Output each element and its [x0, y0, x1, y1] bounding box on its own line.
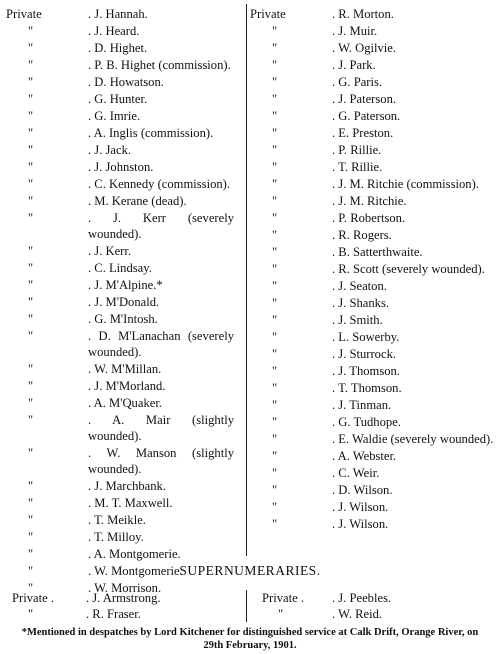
soldier-name: . T. Thomson. — [332, 381, 402, 395]
soldier-name: . J. Heard. — [88, 24, 140, 38]
supernumeraries-divider — [246, 590, 247, 622]
roster-entry — [250, 346, 500, 362]
rank-label: " — [272, 262, 278, 276]
roster-entry — [0, 478, 240, 494]
rank-label: " — [28, 496, 34, 510]
soldier-name: . W. Ogilvie. — [332, 41, 397, 55]
roster-entry — [0, 495, 240, 511]
rank-label: Private . — [262, 591, 304, 605]
supernumeraries-right — [262, 590, 500, 622]
rank-label: " — [28, 211, 34, 225]
roster-entry — [250, 193, 500, 209]
roster-entry — [0, 277, 240, 293]
soldier-name: . J. Tinman. — [332, 398, 392, 412]
rank-label: " — [272, 500, 278, 514]
roster-entry — [0, 40, 240, 56]
roster-entry — [0, 529, 240, 545]
rank-label: " — [272, 211, 278, 225]
soldier-name: . R. Morton. — [332, 7, 394, 21]
rank-label: " — [272, 398, 278, 412]
soldier-name: . A. Inglis (commission). — [88, 126, 214, 140]
soldier-name: . J. M'Morland. — [88, 379, 166, 393]
rank-label: " — [272, 160, 278, 174]
rank-label: " — [272, 143, 278, 157]
rank-label: " — [28, 244, 34, 258]
soldier-name: . G. Tudhope. — [332, 415, 401, 429]
soldier-name: . B. Satterthwaite. — [332, 245, 423, 259]
supernumeraries-left — [0, 590, 240, 622]
roster-entry — [250, 363, 500, 379]
rank-label: " — [28, 24, 34, 38]
rank-label: " — [28, 41, 34, 55]
roster-entry — [250, 159, 500, 175]
rank-label: " — [272, 466, 278, 480]
soldier-name: . J. Kerr. — [88, 244, 132, 258]
column-divider — [246, 4, 247, 556]
rank-label: " — [28, 194, 34, 208]
soldier-name: . A. Webster. — [332, 449, 397, 463]
rank-label: " — [272, 75, 278, 89]
roster-entry — [0, 361, 240, 377]
soldier-name: . L. Sowerby. — [332, 330, 400, 344]
rank-label: " — [272, 364, 278, 378]
roster-entry — [0, 243, 240, 259]
roster-entry — [0, 590, 240, 606]
soldier-name: . M. Kerane (dead). — [88, 194, 187, 208]
rank-label: " — [28, 177, 34, 191]
roster-entry — [0, 395, 240, 411]
soldier-name: . J. Johnston. — [88, 160, 154, 174]
rank-label: " — [272, 517, 278, 531]
footnote: *Mentioned in despatches by Lord Kitchener for distinguished service at Calk Drift, Orange River, on 29th February, 1901. — [21, 627, 479, 651]
roster-entry — [0, 260, 240, 276]
soldier-name: . J. M. Ritchie (commission). — [332, 177, 479, 191]
roster-entry — [250, 57, 500, 73]
roster-entry — [250, 244, 500, 260]
soldier-name: . G. Imrie. — [88, 109, 141, 123]
roster-entry — [250, 380, 500, 396]
soldier-name: . G. Paterson. — [332, 109, 401, 123]
soldier-name: . J. Marchbank. — [88, 479, 166, 493]
roster-entry — [250, 210, 500, 226]
rank-label: " — [28, 312, 34, 326]
rank-label: " — [28, 278, 34, 292]
roster-entry — [0, 23, 240, 39]
roster-entry — [0, 378, 240, 394]
rank-label: " — [28, 581, 34, 595]
roster-entry — [0, 57, 240, 73]
roster-entry — [250, 431, 500, 447]
roster-entry — [250, 278, 500, 294]
rank-label: " — [28, 513, 34, 527]
soldier-name: . P. Robertson. — [332, 211, 406, 225]
section-heading: SUPERNUMERARIES. — [179, 563, 321, 578]
soldier-name: . J. M. Ritchie. — [332, 194, 407, 208]
roster-entry — [0, 210, 240, 242]
soldier-name: . J. Jack. — [88, 143, 132, 157]
soldier-name: . P. B. Highet (commission). — [88, 58, 231, 72]
roster-entry — [0, 6, 240, 22]
soldier-name: . R. Fraser. — [86, 607, 141, 621]
roster-entry — [0, 193, 240, 209]
roster-entry — [250, 465, 500, 481]
soldier-name: . J. Smith. — [332, 313, 383, 327]
soldier-name: . R. Scott (severely wounded). — [332, 262, 485, 276]
rank-label: " — [28, 126, 34, 140]
roster-entry — [250, 125, 500, 141]
soldier-name: . J. Park. — [332, 58, 376, 72]
roster-entry — [250, 312, 500, 328]
soldier-name: . J. M'Donald. — [88, 295, 160, 309]
rank-label: Private — [250, 7, 286, 21]
right-roster-column — [250, 6, 500, 533]
roster-entry — [250, 329, 500, 345]
rank-label: " — [28, 362, 34, 376]
rank-label: " — [28, 75, 34, 89]
rank-label: " — [278, 607, 284, 621]
rank-label: " — [272, 313, 278, 327]
roster-entry — [250, 227, 500, 243]
rank-label: " — [272, 24, 278, 38]
soldier-name: . C. Lindsay. — [88, 261, 152, 275]
roster-entry — [0, 412, 240, 444]
soldier-name: . J. Sturrock. — [332, 347, 397, 361]
rank-label: " — [28, 607, 34, 621]
soldier-name: . J. Wilson. — [332, 517, 389, 531]
soldier-name: . C. Kennedy (commission). — [88, 177, 231, 191]
roster-entry — [0, 606, 240, 622]
soldier-name: . G. Hunter. — [88, 92, 148, 106]
rank-label: " — [272, 58, 278, 72]
roster-entry — [250, 397, 500, 413]
rank-label: " — [28, 396, 34, 410]
roster-entry — [0, 108, 240, 124]
rank-label: " — [28, 564, 34, 578]
rank-label: Private — [6, 7, 42, 21]
rank-label: Private . — [12, 591, 54, 605]
roster-entry — [250, 6, 500, 22]
roster-entry — [0, 159, 240, 175]
roster-entry — [250, 40, 500, 56]
soldier-name: . J. Kerr (severely wounded). — [88, 211, 234, 241]
soldier-name: . E. Waldie (severely wounded). — [332, 432, 494, 446]
roster-entry — [250, 499, 500, 515]
roster-entry — [0, 176, 240, 192]
roster-entry — [250, 108, 500, 124]
roster-entry — [250, 261, 500, 277]
roster-entry — [0, 74, 240, 90]
roster-entry — [250, 448, 500, 464]
rank-label: " — [272, 330, 278, 344]
rank-label: " — [272, 92, 278, 106]
soldier-name: . D. Howatson. — [88, 75, 164, 89]
soldier-name: . T. Rillie. — [332, 160, 383, 174]
roster-entry — [0, 311, 240, 327]
soldier-name: . D. M'Lanachan (severely wounded). — [88, 329, 234, 359]
soldier-name: . J. Shanks. — [332, 296, 390, 310]
rank-label: " — [272, 41, 278, 55]
soldier-name: . J. Wilson. — [332, 500, 389, 514]
soldier-name: . J. M'Alpine.* — [88, 278, 163, 292]
soldier-name: . T. Meikle. — [88, 513, 146, 527]
left-roster-column — [0, 6, 240, 597]
soldier-name: . W. Morrison. — [88, 581, 162, 595]
soldier-name: . A. Montgomerie. — [88, 547, 181, 561]
rank-label: " — [28, 379, 34, 393]
roster-entry — [250, 91, 500, 107]
rank-label: " — [28, 413, 34, 427]
rank-label: " — [272, 381, 278, 395]
roster-entry — [250, 142, 500, 158]
soldier-name: . J. Muir. — [332, 24, 378, 38]
roster-entry — [250, 414, 500, 430]
rank-label: " — [28, 143, 34, 157]
rank-label: " — [272, 449, 278, 463]
roster-entry — [262, 590, 500, 606]
soldier-name: . E. Preston. — [332, 126, 394, 140]
roster-entry — [0, 91, 240, 107]
rank-label: " — [28, 92, 34, 106]
roster-entry — [0, 512, 240, 528]
rank-label: " — [272, 483, 278, 497]
roster-entry — [250, 176, 500, 192]
rank-label: " — [272, 228, 278, 242]
roster-entry — [0, 328, 240, 360]
rank-label: " — [28, 329, 34, 343]
roster-entry — [250, 516, 500, 532]
rank-label: " — [28, 547, 34, 561]
soldier-name: . W. Reid. — [332, 607, 383, 621]
rank-label: " — [28, 261, 34, 275]
roster-entry — [0, 294, 240, 310]
soldier-name: . A. Mair (slightly wounded). — [88, 413, 234, 443]
soldier-name: . J. Seaton. — [332, 279, 387, 293]
soldier-name: . D. Highet. — [88, 41, 148, 55]
soldier-name: . J. Paterson. — [332, 92, 397, 106]
rank-label: " — [28, 58, 34, 72]
soldier-name: . W. Manson (slightly wounded). — [88, 446, 234, 476]
soldier-name: . G. M'Intosh. — [88, 312, 158, 326]
rank-label: " — [272, 194, 278, 208]
soldier-name: . J. Hannah. — [88, 7, 148, 21]
roster-entry — [250, 295, 500, 311]
rank-label: " — [272, 415, 278, 429]
soldier-name: . W. M'Millan. — [88, 362, 162, 376]
soldier-name: . T. Milloy. — [88, 530, 144, 544]
soldier-name: . R. Rogers. — [332, 228, 392, 242]
rank-label: " — [272, 126, 278, 140]
rank-label: " — [272, 279, 278, 293]
soldier-name: . A. M'Quaker. — [88, 396, 162, 410]
rank-label: " — [28, 530, 34, 544]
rank-label: " — [272, 245, 278, 259]
rank-label: " — [28, 160, 34, 174]
soldier-name: . P. Rillie. — [332, 143, 382, 157]
soldier-name: . C. Weir. — [332, 466, 380, 480]
rank-label: " — [272, 432, 278, 446]
rank-label: " — [272, 109, 278, 123]
roster-entry — [0, 142, 240, 158]
soldier-name: . W. Montgomerie. — [88, 564, 183, 578]
rank-label: " — [28, 295, 34, 309]
rank-label: " — [272, 296, 278, 310]
rank-label: " — [272, 347, 278, 361]
roster-entry — [262, 606, 500, 622]
roster-entry — [0, 445, 240, 477]
roster-entry — [0, 546, 240, 562]
rank-label: " — [28, 446, 34, 460]
rank-label: " — [28, 109, 34, 123]
rank-label: " — [272, 177, 278, 191]
roster-entry — [250, 74, 500, 90]
roster-entry — [0, 125, 240, 141]
soldier-name: . M. T. Maxwell. — [88, 496, 173, 510]
soldier-name: . J. Peebles. — [332, 591, 392, 605]
roster-entry — [250, 482, 500, 498]
rank-label: " — [28, 479, 34, 493]
soldier-name: . J. Armstrong. — [86, 591, 161, 605]
soldier-name: . J. Thomson. — [332, 364, 400, 378]
soldier-name: . D. Wilson. — [332, 483, 393, 497]
soldier-name: . G. Paris. — [332, 75, 383, 89]
roster-entry — [250, 23, 500, 39]
